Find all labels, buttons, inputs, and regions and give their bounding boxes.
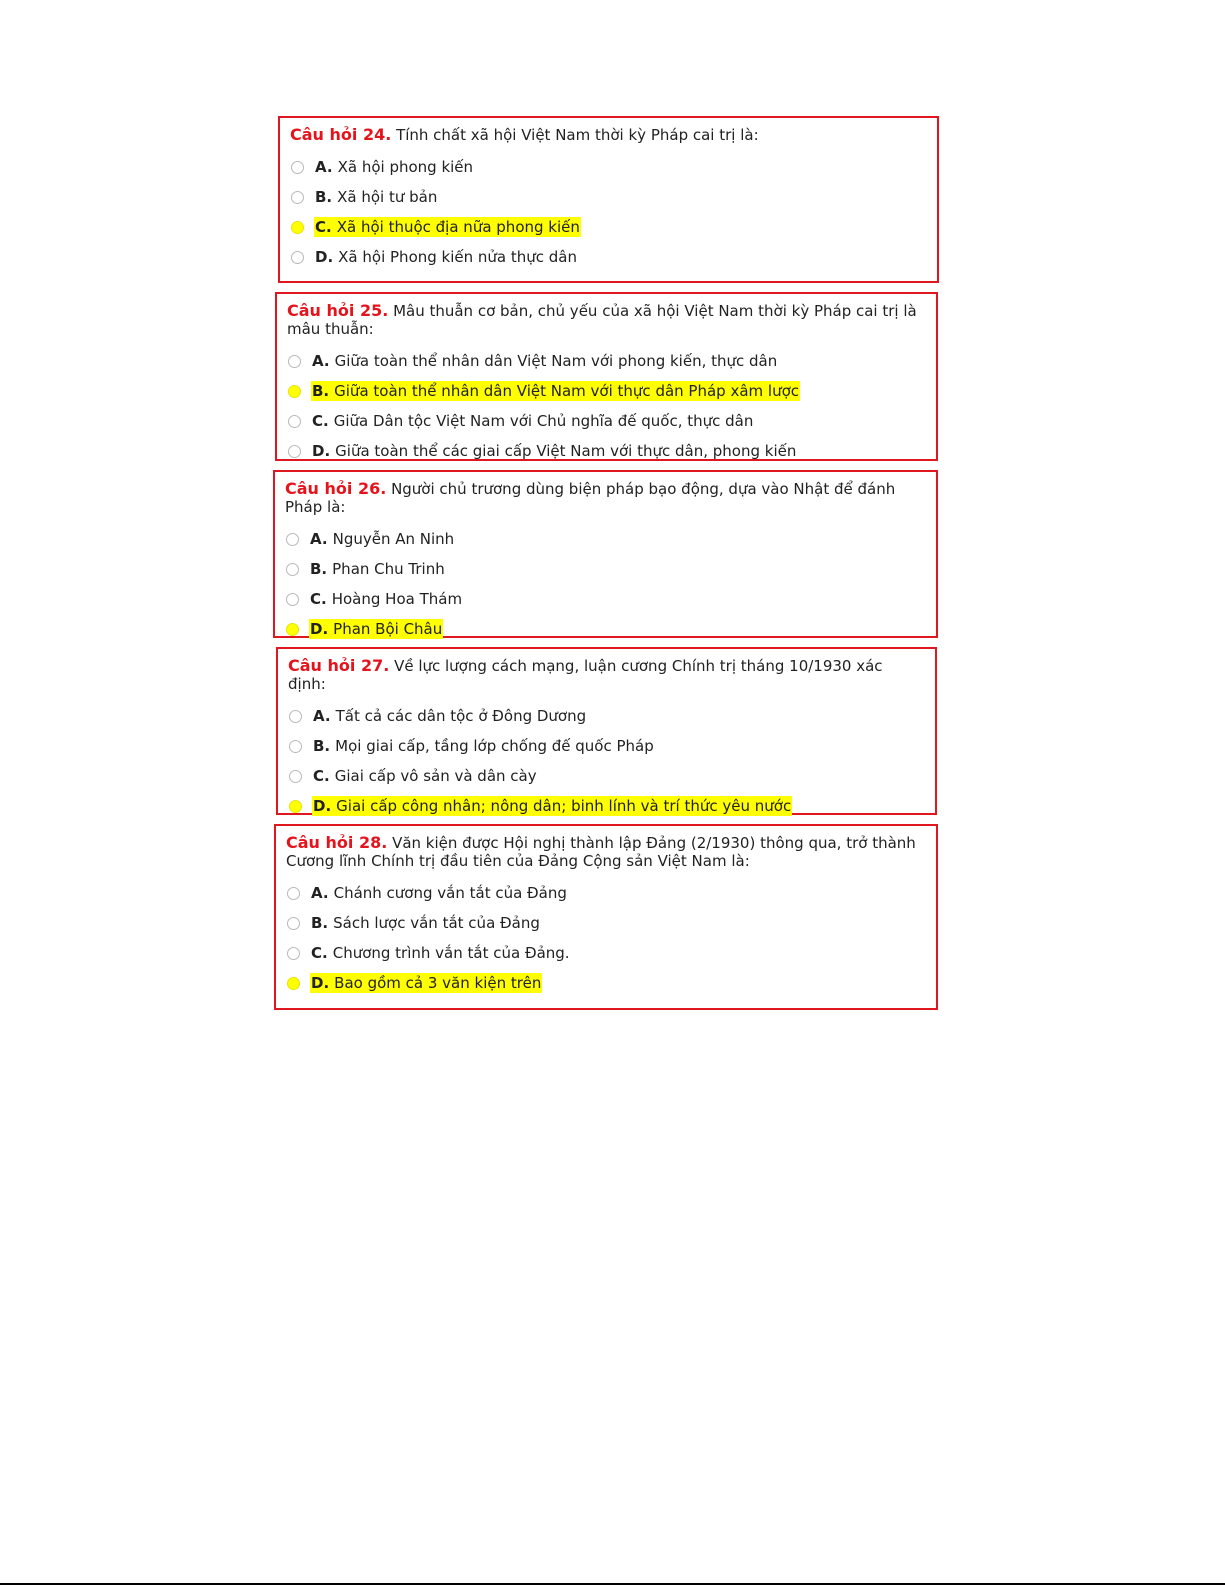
radio-icon[interactable]	[288, 385, 301, 398]
option-letter: A.	[312, 352, 330, 370]
option-text: Chương trình vắn tắt của Đảng.	[332, 944, 570, 962]
answer-option-a[interactable]	[286, 878, 926, 908]
radio-icon[interactable]	[291, 191, 304, 204]
question-text	[287, 302, 926, 338]
answer-option-c[interactable]	[287, 406, 926, 436]
option-letter: A.	[311, 884, 329, 902]
question-card-28	[274, 824, 938, 1010]
radio-icon[interactable]	[287, 977, 300, 990]
option-letter: C.	[315, 218, 332, 236]
question-label: Câu hỏi 25.	[287, 301, 389, 320]
answer-option-b[interactable]	[285, 554, 926, 584]
question-card-26	[273, 470, 938, 638]
radio-icon[interactable]	[286, 563, 299, 576]
radio-icon[interactable]	[287, 947, 300, 960]
option-text: Phan Chu Trinh	[332, 560, 445, 578]
option-text: Xã hội Phong kiến nửa thực dân	[338, 248, 577, 266]
question-body: Về lực lượng cách mạng, luận cương Chính trị tháng 10/1930 xác định:	[288, 657, 883, 693]
question-card-27	[276, 647, 937, 815]
option-text: Giữa toàn thể các giai cấp Việt Nam với thực dân, phong kiến	[335, 442, 797, 460]
radio-icon[interactable]	[288, 415, 301, 428]
answer-option-c[interactable]	[288, 761, 925, 791]
radio-icon[interactable]	[291, 251, 304, 264]
option-text: Giai cấp công nhân; nông dân; binh lính và trí thức yêu nước	[336, 797, 792, 815]
answer-option-b[interactable]	[290, 182, 927, 212]
option-letter: D.	[311, 974, 330, 992]
option-text: Bao gồm cả 3 văn kiện trên	[334, 974, 542, 992]
question-body: Người chủ trương dùng biện pháp bạo động, dựa vào Nhật để đánh Pháp là:	[285, 480, 896, 516]
option-letter: A.	[315, 158, 333, 176]
option-letter: C.	[313, 767, 330, 785]
answer-option-c[interactable]	[290, 212, 927, 242]
option-text: Giữa toàn thể nhân dân Việt Nam với thực dân Pháp xâm lược	[334, 382, 800, 400]
option-text: Giữa toàn thể nhân dân Việt Nam với phong kiến, thực dân	[334, 352, 778, 370]
answer-option-d[interactable]	[288, 791, 925, 821]
radio-icon[interactable]	[289, 710, 302, 723]
option-letter: D.	[310, 620, 329, 638]
radio-icon[interactable]	[291, 161, 304, 174]
option-letter: D.	[313, 797, 332, 815]
answer-option-a[interactable]	[290, 152, 927, 182]
option-text: Xã hội phong kiến	[337, 158, 474, 176]
answer-option-d[interactable]	[290, 242, 927, 272]
radio-icon[interactable]	[286, 593, 299, 606]
option-letter: B.	[313, 737, 331, 755]
option-letter: A.	[310, 530, 328, 548]
question-label: Câu hỏi 26.	[285, 479, 387, 498]
question-card-24	[278, 116, 939, 283]
radio-icon[interactable]	[289, 740, 302, 753]
option-text: Mọi giai cấp, tầng lớp chống đế quốc Pháp	[335, 737, 654, 755]
answer-option-a[interactable]	[285, 524, 926, 554]
option-letter: C.	[311, 944, 328, 962]
question-card-25	[275, 292, 938, 461]
option-text: Giai cấp vô sản và dân cày	[334, 767, 537, 785]
radio-icon[interactable]	[289, 800, 302, 813]
question-body: Mâu thuẫn cơ bản, chủ yếu của xã hội Việt Nam thời kỳ Pháp cai trị là mâu thuẫn:	[287, 302, 917, 338]
option-text: Tất cả các dân tộc ở Đông Dương	[335, 707, 587, 725]
radio-icon[interactable]	[286, 623, 299, 636]
option-text: Chánh cương vắn tắt của Đảng	[333, 884, 567, 902]
option-letter: D.	[315, 248, 334, 266]
radio-icon[interactable]	[289, 770, 302, 783]
question-text	[285, 480, 926, 516]
answer-option-b[interactable]	[287, 376, 926, 406]
answer-option-c[interactable]	[285, 584, 926, 614]
option-text: Xã hội thuộc địa nữa phong kiến	[336, 218, 580, 236]
answer-option-a[interactable]	[287, 346, 926, 376]
option-letter: A.	[313, 707, 331, 725]
radio-icon[interactable]	[286, 533, 299, 546]
option-letter: B.	[311, 914, 329, 932]
option-text: Sách lược vắn tắt của Đảng	[333, 914, 540, 932]
answer-option-b[interactable]	[286, 908, 926, 938]
option-letter: B.	[312, 382, 330, 400]
option-text: Phan Bội Châu	[333, 620, 443, 638]
answer-option-a[interactable]	[288, 701, 925, 731]
answer-option-d[interactable]	[287, 436, 926, 466]
option-letter: D.	[312, 442, 331, 460]
question-text	[286, 834, 926, 870]
option-text: Giữa Dân tộc Việt Nam với Chủ nghĩa đế quốc, thực dân	[333, 412, 754, 430]
answer-option-d[interactable]	[285, 614, 926, 644]
radio-icon[interactable]	[288, 355, 301, 368]
option-letter: C.	[310, 590, 327, 608]
answer-option-c[interactable]	[286, 938, 926, 968]
option-letter: B.	[315, 188, 333, 206]
answer-option-d[interactable]	[286, 968, 926, 998]
option-text: Xã hội tư bản	[337, 188, 438, 206]
radio-icon[interactable]	[291, 221, 304, 234]
question-body: Văn kiện được Hội nghị thành lập Đảng (2/1930) thông qua, trở thành Cương lĩnh Chính trị đầu tiên của Đảng Cộng sản Việt Nam là:	[286, 834, 916, 870]
radio-icon[interactable]	[287, 917, 300, 930]
question-label: Câu hỏi 24.	[290, 125, 392, 144]
option-text: Hoàng Hoa Thám	[331, 590, 463, 608]
question-text	[288, 657, 925, 693]
option-text: Nguyễn An Ninh	[332, 530, 455, 548]
question-body: Tính chất xã hội Việt Nam thời kỳ Pháp cai trị là:	[396, 126, 759, 144]
question-text	[290, 126, 927, 144]
answer-option-b[interactable]	[288, 731, 925, 761]
option-letter: C.	[312, 412, 329, 430]
question-label: Câu hỏi 27.	[288, 656, 390, 675]
radio-icon[interactable]	[288, 445, 301, 458]
question-label: Câu hỏi 28.	[286, 833, 388, 852]
option-letter: B.	[310, 560, 328, 578]
radio-icon[interactable]	[287, 887, 300, 900]
